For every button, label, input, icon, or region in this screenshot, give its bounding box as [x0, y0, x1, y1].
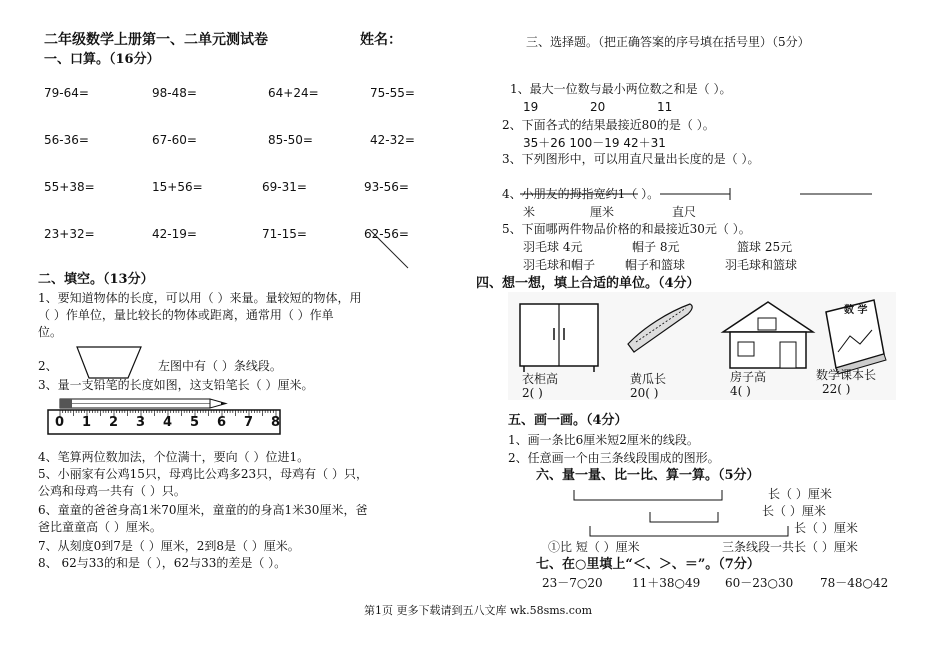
choice-q5-pair: 羽毛球和篮球 [725, 258, 798, 272]
pencil-icon [60, 399, 226, 408]
section3-heading: 三、选择题。（把正确答案的序号填在括号里）（5分） [526, 35, 810, 49]
unit-item-value: 20( ) [630, 386, 659, 400]
compare-item: 60－23○30 [725, 576, 794, 590]
draw-q1: 1、画一条比6厘米短2厘米的线段。 [508, 433, 699, 447]
choice-q5-item: 帽子 8元 [632, 240, 680, 254]
fill-q6-line2: 爸比童童高（ ）厘米。 [38, 520, 162, 534]
segment1-length: 长（ ）厘米 [768, 487, 832, 501]
choice-q5-pair: 羽毛球和帽子 [523, 258, 596, 272]
choice-q1: 1、最大一位数与最小两位数之和是（ ）。 [510, 82, 732, 96]
compare-item: 11＋38○49 [632, 576, 701, 590]
choice-q2: 2、下面各式的结果最接近80的是（ ）。 [502, 118, 715, 132]
compare-item: 78－48○42 [820, 576, 889, 590]
choice-q3: 3、下列图形中，可以用直尺量出长度的是（ ）。 [502, 152, 760, 166]
total-length: 三条线段一共长（ ）厘米 [722, 540, 858, 554]
choice-q5-item: 羽毛球 4元 [523, 240, 583, 254]
unit-item-label: 房子高 [730, 370, 767, 384]
ruler-mark: 1 [82, 415, 92, 430]
fill-q5-line2: 公鸡和母鸡一共有（ ）只。 [38, 484, 186, 498]
choice-q4-option: 厘米 [590, 205, 615, 219]
calc-item: 15+56= [152, 180, 203, 194]
compare-shorter: ①比 短（ ）厘米 [548, 540, 640, 554]
unit-item-label: 衣柜高 [522, 372, 559, 386]
fill-q1-line3: 位。 [38, 325, 63, 339]
ruler-mark: 7 [244, 415, 254, 430]
section6-heading: 六、量一量、比一比、算一算。（5分） [536, 468, 760, 483]
house-icon [723, 302, 813, 368]
choice-q4-option: 米 [523, 205, 536, 219]
calc-item: 79-64= [44, 86, 89, 100]
ruler-mark: 0 [55, 415, 65, 430]
unit-item-value: 4( ) [730, 384, 751, 398]
choice-q1-option: 19 [523, 100, 539, 114]
page-title: 二年级数学上册第一、二单元测试卷 [44, 32, 268, 48]
choice-q5: 5、下面哪两件物品价格的和最接近30元（ ）。 [502, 222, 751, 236]
unit-item-label: 黄瓜长 [630, 372, 667, 386]
calc-item: 64+24= [268, 86, 319, 100]
ruler-mark: 5 [190, 415, 200, 430]
math-book-title: 数 学 [844, 305, 868, 316]
calc-item: 69-31= [262, 180, 307, 194]
segment2-length: 长（ ）厘米 [762, 504, 826, 518]
choice-q4-option: 直尺 [672, 205, 697, 219]
cucumber-icon [628, 304, 692, 352]
compare-item: 23－7○20 [542, 576, 603, 590]
fill-q8: 8、 62与33的和是（ ），62与33的差是（ ）。 [38, 556, 287, 570]
section1-heading: 一、口算。（16分） [44, 52, 160, 67]
calc-item: 62-56= [364, 227, 409, 241]
calc-item: 75-55= [370, 86, 415, 100]
wardrobe-icon [520, 304, 598, 372]
fill-q3: 3、量一支铅笔的长度如图，这支铅笔长（ ）厘米。 [38, 378, 314, 392]
measure-segments [572, 484, 792, 544]
fill-q2-number: 2、 [38, 359, 58, 373]
trapezoid-shape [76, 346, 142, 380]
calc-item: 23+32= [44, 227, 95, 241]
choice-q4: 4、小朋友的拇指宽约1（ ）。 [502, 187, 660, 201]
choice-q3-figures [520, 187, 920, 201]
unit-item-value: 2( ) [522, 386, 543, 400]
choice-q1-option: 11 [657, 100, 673, 114]
segment3-length: 长（ ）厘米 [794, 521, 858, 535]
ruler-mark: 2 [109, 415, 119, 430]
calc-item: 93-56= [364, 180, 409, 194]
section7-heading: 七、在○里填上“＜、＞、＝”。（7分） [536, 557, 760, 572]
section5-heading: 五、画一画。（4分） [508, 413, 628, 428]
choice-q5-pair: 帽子和篮球 [625, 258, 686, 272]
calc-item: 42-19= [152, 227, 197, 241]
ruler-mark: 6 [217, 415, 227, 430]
ruler-mark: 3 [136, 415, 146, 430]
fill-q2-text: 左图中有（ ）条线段。 [158, 359, 282, 373]
calc-item: 55+38= [44, 180, 95, 194]
calc-item: 98-48= [152, 86, 197, 100]
fill-q1-line2: （ ）作单位，量比较长的物体或距离，通常用（ ）作单 [38, 308, 334, 322]
fill-q5-line1: 5、小丽家有公鸡15只，母鸡比公鸡多23只，母鸡有（ ）只， [38, 467, 368, 481]
fill-q1-line1: 1、要知道物体的长度，可以用（ ）来量。量较短的物体，用 [38, 291, 362, 305]
unit-item-value: 22( ) [822, 382, 851, 396]
fill-q7: 7、从刻度0到7是（ ）厘米，2到8是（ ）厘米。 [38, 539, 300, 553]
calc-item: 67-60= [152, 133, 197, 147]
choice-q5-item: 篮球 25元 [737, 240, 793, 254]
choice-q2-options: 35＋26 100－19 42＋31 [523, 136, 666, 150]
calc-item: 42-32= [370, 133, 415, 147]
page-footer: 第1页 更多下载请到五八文库 wk.58sms.com [364, 604, 592, 617]
choice-q1-option: 20 [590, 100, 606, 114]
calc-item: 56-36= [44, 133, 89, 147]
fill-q6-line1: 6、童童的爸爸身高1米70厘米，童童的的身高1米30厘米，爸 [38, 503, 368, 517]
draw-q2: 2、任意画一个由三条线段围成的图形。 [508, 451, 720, 465]
fill-q4: 4、笔算两位数加法，个位满十，要向（ ）位进1。 [38, 450, 310, 464]
ruler-mark: 4 [163, 415, 173, 430]
section2-heading: 二、填空。（13分） [38, 272, 154, 287]
name-label: 姓名： [360, 32, 402, 48]
pen-stroke [360, 224, 420, 274]
unit-item-label: 数学课本长 [816, 368, 877, 382]
ruler-mark: 8 [271, 415, 281, 430]
section4-heading: 四、想一想，填上合适的单位。（4分） [476, 276, 700, 291]
units-picture-panel [508, 292, 896, 400]
calc-item: 71-15= [262, 227, 307, 241]
calc-item: 85-50= [268, 133, 313, 147]
